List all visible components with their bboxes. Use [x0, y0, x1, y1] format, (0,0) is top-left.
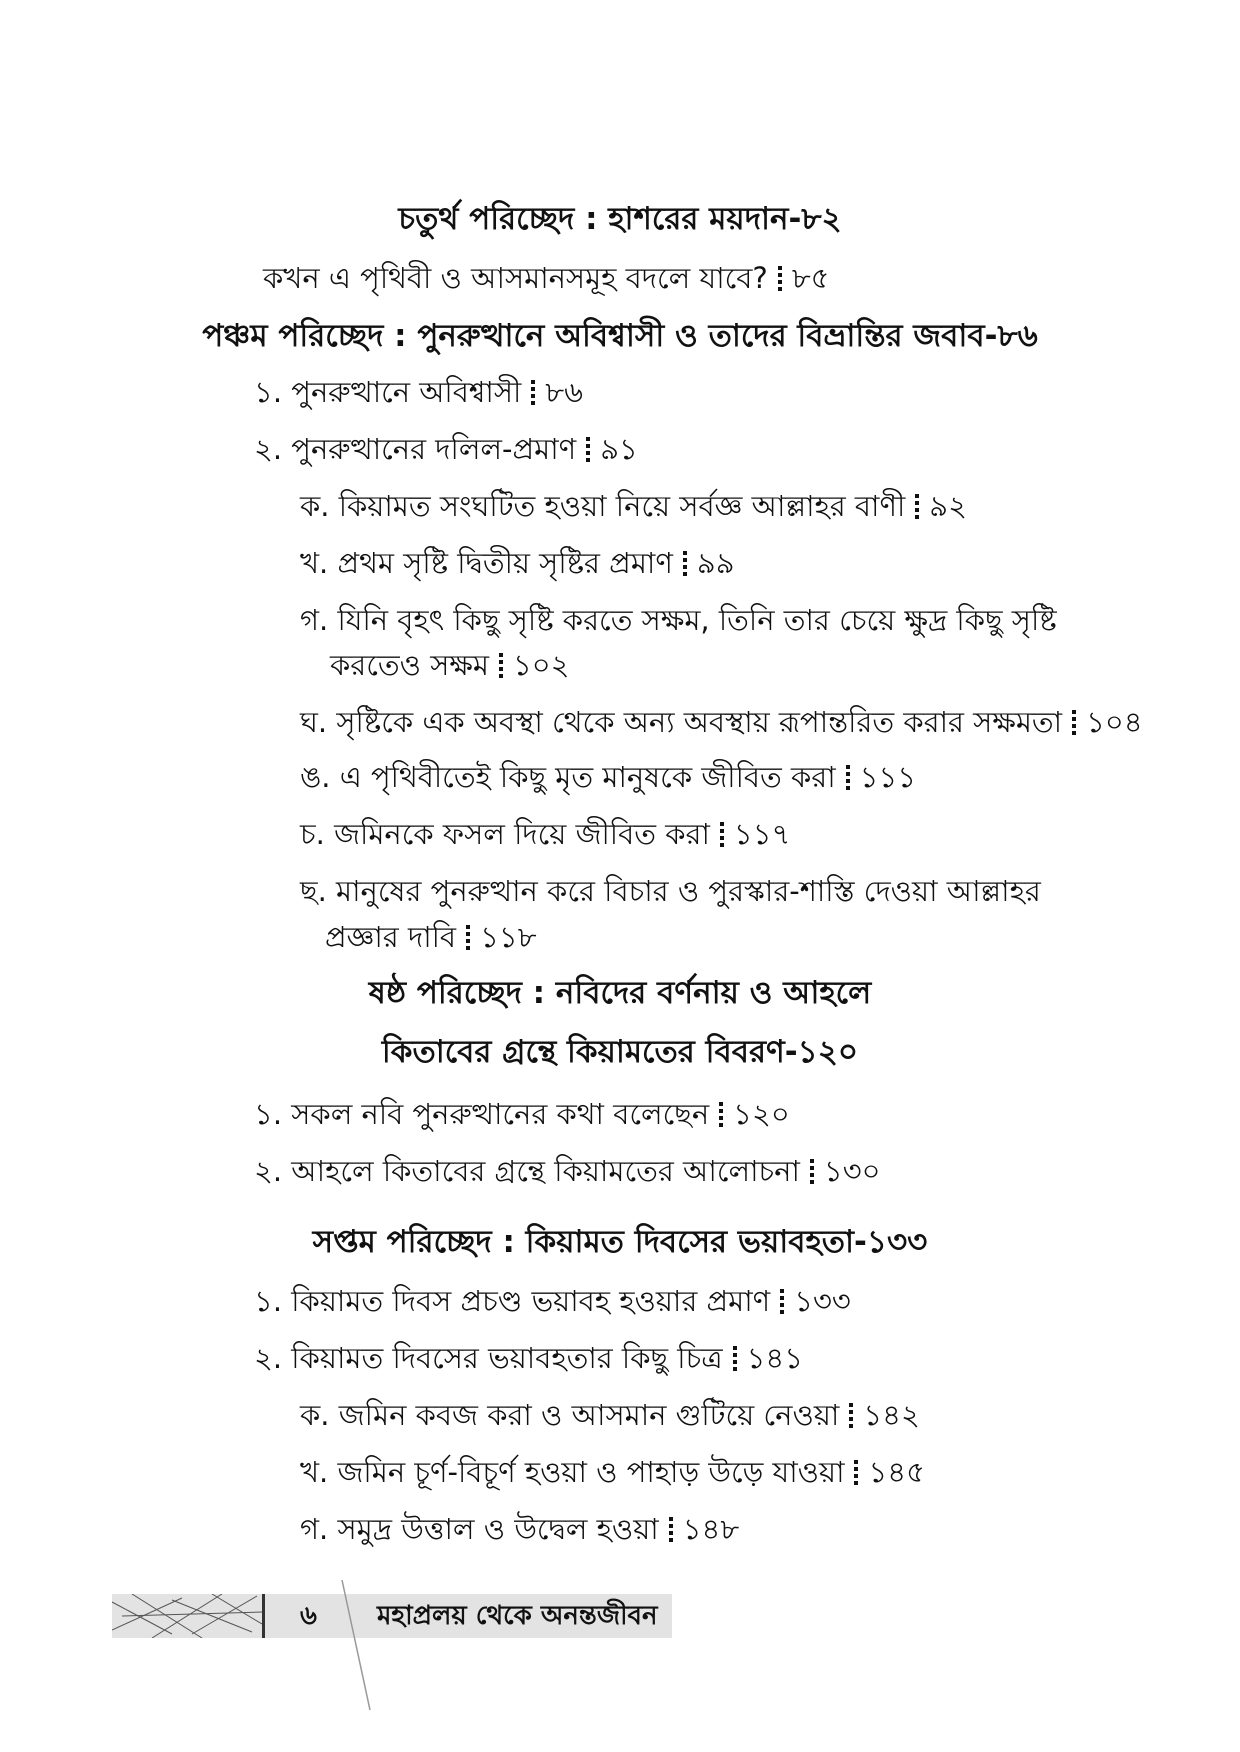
toc-entry [300, 757, 916, 797]
dotted-separator-icon [669, 1517, 673, 1543]
toc-entry-text: চ. জমিনকে ফসল দিয়ে জীবিত করা [300, 817, 710, 851]
dotted-separator-icon [846, 765, 850, 791]
toc-entry-page: ১০২ [512, 648, 570, 682]
toc-entry-page: ১৩৩ [794, 1284, 851, 1318]
toc-entry-text: ঙ. এ পৃথিবীতেই কিছু মৃত মানুষকে জীবিত করা [300, 760, 836, 794]
decorative-slash-icon [340, 1580, 380, 1710]
chapter-heading: ষষ্ঠ পরিচ্ছেদ : নবিদের বর্ণনায় ও আহলে [368, 975, 872, 1011]
toc-entry [254, 1151, 880, 1191]
toc-entry [300, 1509, 739, 1549]
toc-entry-page: ১১৭ [733, 817, 791, 851]
footer-divider [262, 1594, 265, 1638]
chapter-heading: চতুর্থ পরিচ্ছেদ : হাশরের ময়দান-৮২ [398, 201, 842, 237]
toc-entry-page: ১৩০ [823, 1154, 881, 1188]
dotted-separator-icon [849, 1403, 853, 1429]
toc-entry-page: ৮৬ [545, 375, 583, 409]
toc-entry-text: খ. জমিন চূর্ণ-বিচূর্ণ হওয়া ও পাহাড় উড়ে যাওয়া [300, 1455, 845, 1489]
dotted-separator-icon [778, 266, 782, 292]
toc-entry-text: ঘ. সৃষ্টিকে এক অবস্থা থেকে অন্য অবস্থায় রূপান্তরিত করার সক্ষমতা [300, 705, 1063, 739]
dotted-separator-icon [719, 1102, 723, 1128]
toc-entry [254, 372, 583, 412]
toc-entry-text: ২. কিয়ামত দিবসের ভয়াবহতার কিছু চিত্র [254, 1341, 723, 1375]
toc-entry [254, 429, 638, 469]
toc-entry [300, 543, 735, 583]
page-footer [112, 1594, 672, 1638]
toc-entry-text: কখন এ পৃথিবী ও আসমানসমূহ বদলে যাবে? [263, 261, 768, 295]
toc-entry-page: ৯২ [929, 489, 967, 523]
dotted-separator-icon [531, 380, 535, 406]
dotted-separator-icon [810, 1159, 814, 1185]
toc-entry-text: ২. পুনরুত্থানের দলিল-প্রমাণ [254, 432, 577, 466]
toc-entry-text: ক. জমিন কবজ করা ও আসমান গুটিয়ে নেওয়া [300, 1398, 840, 1432]
toc-entry-text: ১. পুনরুত্থানে অবিশ্বাসী [254, 375, 522, 409]
toc-entry-page: ৯৯ [696, 546, 735, 580]
toc-entry-page: ১০৪ [1086, 705, 1143, 739]
toc-entry-text: ২. আহলে কিতাবের গ্রন্থে কিয়ামতের আলোচনা [254, 1154, 800, 1188]
toc-entry [300, 871, 1041, 911]
toc-entry [263, 258, 829, 298]
toc-entry-page: ১৪২ [863, 1398, 920, 1432]
dotted-separator-icon [780, 1289, 784, 1315]
dotted-separator-icon [466, 925, 470, 951]
dotted-separator-icon [915, 494, 919, 520]
chapter-heading-continuation: কিতাবের গ্রন্থে কিয়ামতের বিবরণ-১২০ [381, 1034, 859, 1070]
toc-entry [300, 1452, 925, 1492]
toc-entry-page: ৮৫ [791, 261, 830, 295]
toc-entry-text: গ. সমুদ্র উত্তাল ও উদ্বেল হওয়া [300, 1512, 659, 1546]
dotted-separator-icon [683, 551, 687, 577]
toc-entry [254, 1338, 803, 1378]
dotted-separator-icon [733, 1346, 737, 1372]
toc-entry [300, 814, 790, 854]
toc-entry [254, 1281, 851, 1321]
toc-entry-page: ৯১ [600, 432, 638, 466]
dotted-separator-icon [1072, 710, 1076, 736]
chapter-heading: সপ্তম পরিচ্ছেদ : কিয়ামত দিবসের ভয়াবহতা-১৩৩ [312, 1224, 928, 1260]
toc-entry-text: করতেও সক্ষম [330, 648, 489, 682]
toc-entry-page: ১৪৮ [682, 1512, 740, 1546]
toc-entry-text: ১. সকল নবি পুনরুত্থানের কথা বলেছেন [254, 1097, 710, 1131]
toc-entry-text: ১. কিয়ামত দিবস প্রচণ্ড ভয়াবহ হওয়ার প্রমাণ [254, 1284, 771, 1318]
toc-entry-page: ১৪৫ [868, 1455, 925, 1489]
dotted-separator-icon [499, 653, 503, 679]
book-title: মহাপ্রলয় থেকে অনন্তজীবন [377, 1601, 658, 1631]
toc-entry-text: ক. কিয়ামত সংঘটিত হওয়া নিয়ে সর্বজ্ঞ আল্লাহর বাণী [300, 489, 906, 523]
toc-entry-page: ১২০ [733, 1097, 790, 1131]
toc-entry-page: ১১১ [859, 760, 917, 794]
toc-entry [300, 600, 1057, 640]
toc-entry-text: খ. প্রথম সৃষ্টি দ্বিতীয় সৃষ্টির প্রমাণ [300, 546, 673, 580]
toc-entry [300, 702, 1143, 742]
chapter-heading: পঞ্চম পরিচ্ছেদ : পুনরুত্থানে অবিশ্বাসী ও তাদের বিভ্রান্তির জবাব-৮৬ [202, 318, 1038, 354]
toc-entry [300, 1395, 920, 1435]
toc-entry-page: ১৪১ [746, 1341, 804, 1375]
toc-entry [254, 1094, 790, 1134]
dotted-separator-icon [586, 437, 590, 463]
toc-entry-text: ছ. মানুষের পুনরুত্থান করে বিচার ও পুরস্কার-শাস্তি দেওয়া আল্লাহর [300, 874, 1041, 908]
dotted-separator-icon [720, 822, 724, 848]
toc-entry-continuation [330, 645, 570, 685]
toc-entry-continuation [325, 917, 537, 957]
toc-entry-page: ১১৮ [480, 920, 537, 954]
toc-entry-text: গ. যিনি বৃহৎ কিছু সৃষ্টি করতে সক্ষম, তিনি তার চেয়ে ক্ষুদ্র কিছু সৃষ্টি [300, 603, 1057, 637]
page-number: ৬ [300, 1601, 317, 1631]
toc-entry [300, 486, 967, 526]
toc-entry-text: প্রজ্ঞার দাবি [325, 920, 457, 954]
dotted-separator-icon [854, 1460, 858, 1486]
geometric-pattern-icon [112, 1594, 262, 1638]
